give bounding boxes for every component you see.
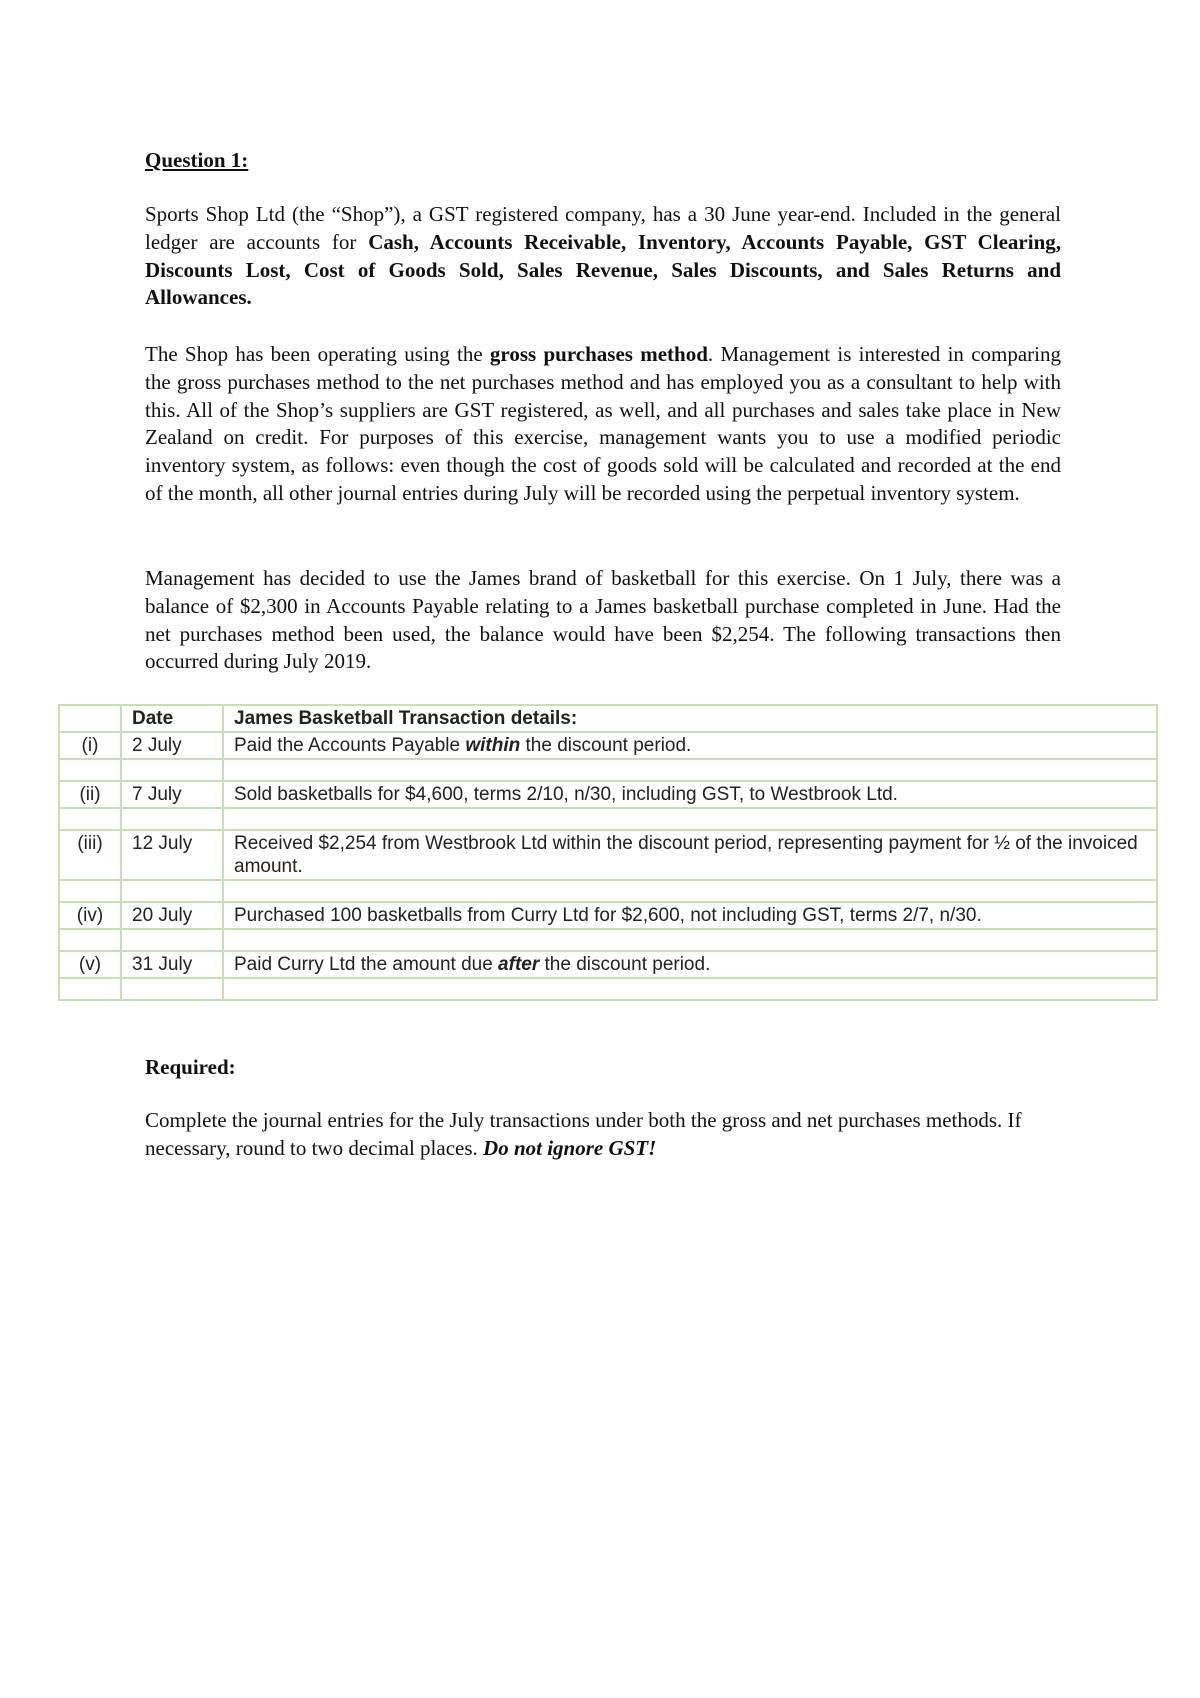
spacer-cell [59, 880, 121, 902]
intro-text: Sports Shop Ltd (the “Shop”), a GST registered company, has a 30 June year-end. Included in the general ledger are accounts for [145, 202, 1061, 254]
table-row [59, 830, 1157, 880]
table-spacer-row [59, 929, 1157, 951]
row-details-text: Sold basketballs for $4,600, terms 2/10, n/30, including GST, to Westbrook Ltd. [234, 784, 898, 805]
header-num [59, 705, 121, 732]
required-paragraph [145, 1107, 1061, 1163]
table-spacer-row [59, 880, 1157, 902]
row-date: 20 July [121, 902, 223, 929]
accounts-list: Cash, Accounts Receivable, Inventory, Accounts Payable, GST Clearing, Discounts Lost, Cost of Goods Sold, Sales Revenue, Sales Discounts, and Sales Returns and Allowances. [145, 229, 1062, 310]
method-text-2: . Management is interested in comparing the gross purchases method to the net purchases method and has employed you as a consultant to help with this. All of the Shop’s suppliers are GST registered, as well, and all purchases and sales take place in New Zealand on credit. For purposes of this exercise, management wants you to use a modified periodic inventory system, as follows: even though the cost of goods sold will be calculated and recorded at the end of the month, all other journal entries during July will be recorded using the perpetual inventory system. [145, 342, 1061, 505]
spacer-cell [121, 929, 223, 951]
question-title: Question 1: [145, 148, 249, 172]
row-num: (iii) [59, 830, 121, 880]
row-date: 7 July [121, 781, 223, 808]
table-spacer-row [59, 978, 1157, 1000]
spacer-cell [121, 808, 223, 830]
spacer-cell [121, 880, 223, 902]
gst-warning: Do not ignore GST! [483, 1135, 657, 1160]
spacer-cell [59, 759, 121, 781]
row-details-emphasis: within [465, 735, 521, 756]
row-num: (i) [59, 732, 121, 759]
row-details-text: Paid Curry Ltd the amount due [234, 954, 499, 975]
spacer-cell [223, 929, 1157, 951]
spacer-cell [223, 808, 1157, 830]
row-details [223, 902, 1157, 929]
transactions-table [58, 704, 1158, 1001]
table-row [59, 781, 1157, 808]
required-title: Required: [145, 1055, 236, 1079]
row-details-text: Received $2,254 from Westbrook Ltd within the discount period, representing payment for ½ of the invoiced amount. [234, 833, 1138, 877]
spacer-cell [59, 978, 121, 1000]
row-details-text-end: the discount period. [520, 735, 692, 756]
method-paragraph [145, 341, 1061, 508]
method-text-1: The Shop has been operating using the [145, 342, 490, 366]
header-details: James Basketball Transaction details: [223, 705, 1157, 732]
spacer-cell [121, 759, 223, 781]
table-spacer-row [59, 808, 1157, 830]
row-details-text: Paid the Accounts Payable [234, 735, 466, 756]
table-spacer-row [59, 759, 1157, 781]
row-date: 12 July [121, 830, 223, 880]
spacer-cell [223, 759, 1157, 781]
row-num: (ii) [59, 781, 121, 808]
required-text: Complete the journal entries for the July transactions under both the gross and net purchases methods. If necessary, round to two decimal places. [145, 1108, 1022, 1160]
row-date: 2 July [121, 732, 223, 759]
row-details [223, 951, 1157, 978]
row-date: 31 July [121, 951, 223, 978]
row-num: (iv) [59, 902, 121, 929]
spacer-cell [59, 808, 121, 830]
gross-method-term: gross purchases method [489, 342, 708, 366]
row-details [223, 830, 1157, 880]
header-date: Date [121, 705, 223, 732]
intro-paragraph [145, 201, 1061, 312]
spacer-cell [59, 929, 121, 951]
spacer-cell [223, 880, 1157, 902]
table-row [59, 951, 1157, 978]
table-header-row [59, 705, 1157, 732]
table-row [59, 902, 1157, 929]
row-details-emphasis: after [498, 954, 540, 975]
balance-paragraph: Management has decided to use the James brand of basketball for this exercise. On 1 July, there was a balance of $2,300 in Accounts Payable relating to a James basketball purchase completed in June. Had the net purchases method been used, the balance would have been $2,254. The following transactions then occurred during July 2019. [145, 566, 1061, 674]
spacer-cell [223, 978, 1157, 1000]
row-num: (v) [59, 951, 121, 978]
row-details [223, 781, 1157, 808]
row-details-text-end: the discount period. [539, 954, 711, 975]
table-row [59, 732, 1157, 759]
spacer-cell [121, 978, 223, 1000]
row-details-text: Purchased 100 basketballs from Curry Ltd for $2,600, not including GST, terms 2/7, n/30. [234, 905, 982, 926]
row-details [223, 732, 1157, 759]
